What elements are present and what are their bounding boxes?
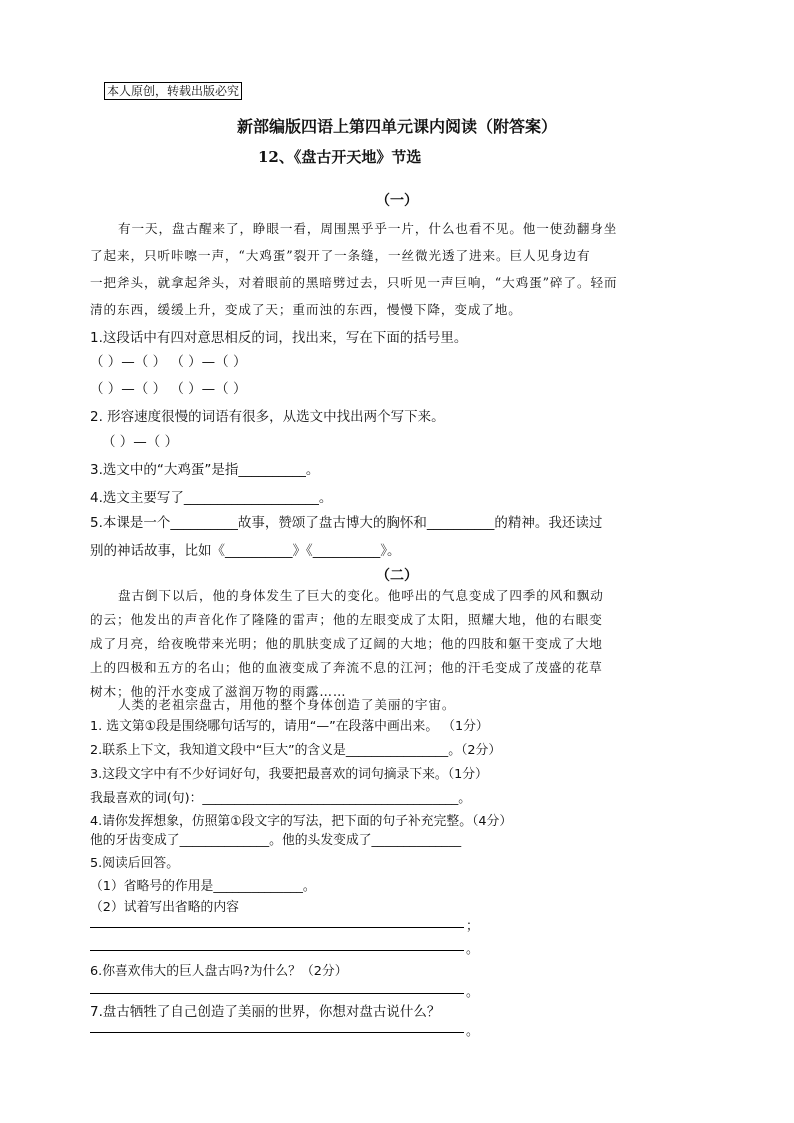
question-1-3: 3.选文中的“大鸡蛋”是指__________。 [90, 462, 320, 478]
question-2-3: 3.这段文字中有不少好词好句，我要把最喜欢的词句摘录下来。（1分） [90, 767, 488, 782]
question-1-2: 2. 形容速度很慢的词语有很多，从选文中找出两个写下来。 [90, 409, 445, 425]
period-mark: 。 [466, 985, 479, 1000]
answer-line[interactable] [90, 927, 464, 928]
passage-1-line-2: 了起来，只听咔嚓一声，“大鸡蛋”裂开了一条缝，一丝微光透了进来。巨人见身边有 [90, 248, 591, 263]
passage-2-line-4: 上的四极和五方的名山；他的血液变成了奔流不息的江河；他的汗毛变成了茂盛的花草 [90, 660, 603, 675]
section-1-heading: （一） [376, 193, 418, 209]
question-2-2: 2.联系上下文，我知道文段中“巨大”的含义是________________。（2分） [90, 743, 502, 758]
page-title: 新部编版四语上第四单元课内阅读（附答案） [236, 117, 557, 136]
question-2-6: 6.你喜欢伟大的巨人盘古吗?为什么？（2分） [90, 964, 348, 979]
answer-pairs-row-2: （ ）—（ ） （ ）—（ ） [90, 381, 247, 397]
question-2-1: 1. 选文第①段是围绕哪句话写的，请用“—”在段落中画出来。 （1分） [90, 719, 489, 734]
question-2-5-2: （2）试着写出省略的内容 [90, 900, 239, 915]
answer-line[interactable] [90, 993, 464, 994]
period-mark: 。 [466, 942, 479, 957]
question-2-7: 7.盘古牺牲了自己创造了美丽的世界，你想对盘古说什么？ [90, 1004, 441, 1020]
passage-1-line-1: 有一天，盘古醒来了，睁眼一看，周围黑乎乎一片，什么也看不见。他一使劲翻身坐 [118, 221, 618, 236]
passage-2-line-1: 盘古倒下以后，他的身体发生了巨大的变化。他呼出的气息变成了四季的风和飘动 [118, 588, 604, 603]
question-2-5: 5.阅读后回答。 [90, 856, 179, 871]
question-1-5-line-2: 别的神话故事，比如《__________》《__________》。 [90, 543, 401, 559]
passage-2-line-5: 树木；他的汗水变成了滋润万物的雨露…… [90, 684, 347, 699]
answer-pair-single: （ ）—（ ） [102, 434, 179, 450]
question-2-3-answer: 我最喜欢的词(句)：________________________________________。 [90, 791, 472, 806]
passage-2-line-3: 成了月亮，给夜晚带来光明；他的肌肤变成了辽阔的大地；他的四肢和躯干变成了大地 [90, 636, 603, 651]
answer-line[interactable] [90, 1032, 464, 1033]
question-2-4: 4.请你发挥想象，仿照第①段文字的写法，把下面的句子补充完整。（4分） [90, 814, 513, 829]
question-2-4-answer: 他的牙齿变成了______________。他的头发变成了______________ [90, 833, 462, 848]
answer-pairs-row-1: （ ）—（ ） （ ）—（ ） [90, 354, 247, 370]
question-2-5-1: （1）省略号的作用是______________。 [90, 879, 316, 894]
passage-2-line-6: 人类的老祖宗盘古，用他的整个身体创造了美丽的宇宙。 [118, 697, 456, 712]
question-1-4: 4.选文主要写了____________________。 [90, 490, 333, 506]
lesson-subtitle: 12、《盘古开天地》节选 [258, 148, 422, 166]
question-1-5-line-1: 5.本课是一个__________故事，赞颂了盘古博大的胸怀和__________的精神。我还读过 [90, 515, 603, 531]
period-mark: 。 [466, 1024, 479, 1039]
semicolon-mark: ； [466, 919, 479, 934]
section-2-heading: （二） [376, 568, 418, 584]
answer-line[interactable] [90, 950, 464, 951]
passage-2-line-2: 的云；他发出的声音化作了隆隆的雷声；他的左眼变成了太阳，照耀大地，他的右眼变 [90, 612, 603, 627]
passage-1-line-4: 清的东西，缓缓上升，变成了天；重而浊的东西，慢慢下降，变成了地。 [90, 302, 522, 317]
question-1-1: 1.这段话中有四对意思相反的词，找出来，写在下面的括号里。 [90, 330, 468, 346]
passage-1-line-3: 一把斧头，就拿起斧头，对着眼前的黑暗劈过去，只听见一声巨响，“大鸡蛋”碎了。轻而 [90, 275, 618, 290]
copyright-stamp: 本人原创，转载出版必究 [104, 82, 242, 100]
